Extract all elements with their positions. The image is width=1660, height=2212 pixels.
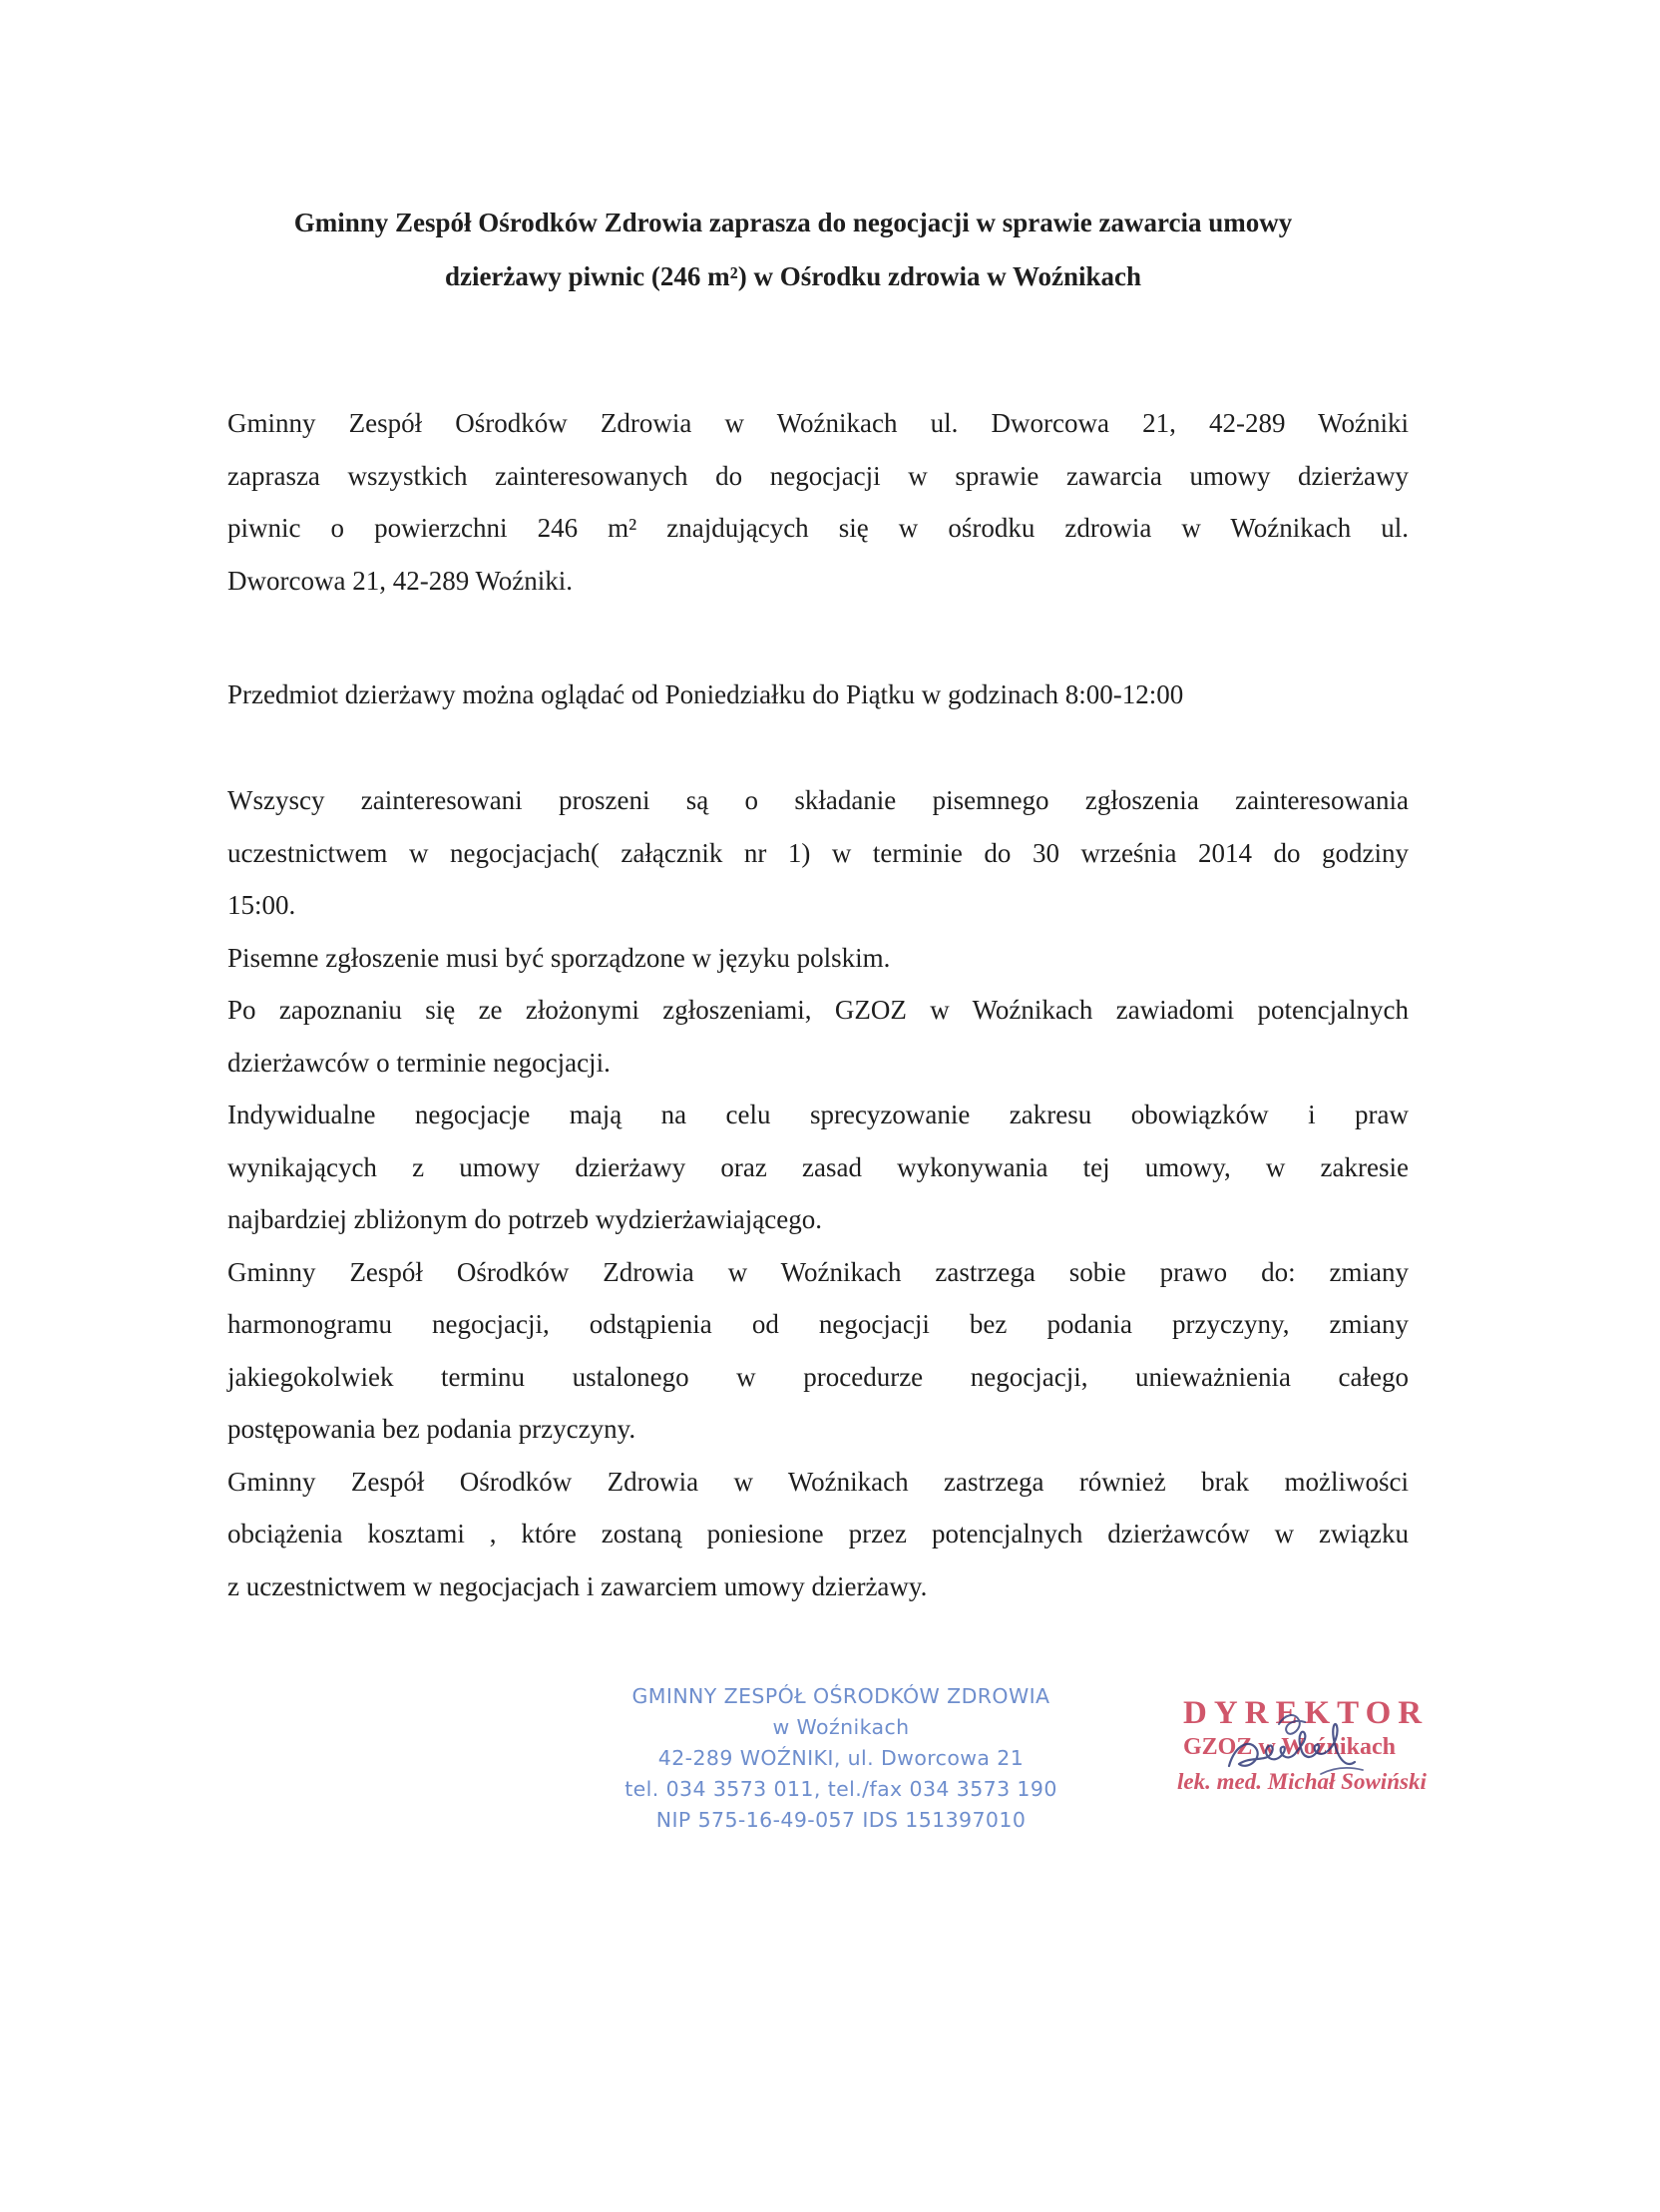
- paragraph-line: piwnic o powierzchni 246 m² znajdujących się w ośrodku zdrowia w Woźnikach ul.: [227, 513, 1409, 543]
- title-line-2: dzierżawy piwnic (246 m²) w Ośrodku zdrowia w Woźnikach: [444, 261, 1142, 291]
- paragraph-line: najbardziej zbliżonym do potrzeb wydzierżawiającego.: [227, 1204, 822, 1234]
- paragraph-line: Gminny Zespół Ośrodków Zdrowia w Woźnikach zastrzega również brak możliwości: [227, 1466, 1409, 1497]
- paragraph-line: harmonogramu negocjacji, odstąpienia od negocjacji bez podania przyczyny, zmiany: [227, 1309, 1409, 1339]
- paragraph-line: z uczestnictwem w negocjacjach i zawarciem umowy dzierżawy.: [227, 1570, 928, 1601]
- director-stamp-title: DYREKTOR: [1183, 1695, 1430, 1731]
- stamp-line-address: 42-289 WOŹNIKI, ul. Dworcowa 21: [657, 1746, 1025, 1770]
- title-line-1: Gminny Zespół Ośrodków Zdrowia zaprasza do negocjacji w sprawie zawarcia umowy: [293, 208, 1293, 237]
- director-stamp-unit: GZOZ w Woźnikach: [1183, 1734, 1396, 1760]
- director-stamp-person: lek. med. Michał Sowiński: [1177, 1769, 1427, 1794]
- paragraph-line: uczestnictwem w negocjacjach( załącznik nr 1) w terminie do 30 września 2014 do godziny: [227, 837, 1409, 868]
- document-title: [200, 196, 1387, 303]
- paragraph-line: Przedmiot dzierżawy można oglądać od Poniedziałku do Piątku w godzinach 8:00-12:00: [227, 679, 1184, 709]
- paragraph-line: zaprasza wszystkich zainteresowanych do negocjacji w sprawie zawarcia umowy dzierżawy: [227, 460, 1409, 491]
- paragraph-invitation: [227, 397, 1409, 607]
- paragraph-line: wynikających z umowy dzierżawy oraz zasad wykonywania tej umowy, w zakresie: [227, 1151, 1409, 1182]
- paragraph-conditions: [227, 774, 1409, 1612]
- paragraph-line: Dworcowa 21, 42-289 Woźniki.: [227, 565, 574, 596]
- paragraph-viewing-hours: [227, 668, 1409, 721]
- stamp-line-ids: NIP 575-16-49-057 IDS 151397010: [655, 1808, 1027, 1832]
- paragraph-line: Po zapoznaniu się ze złożonymi zgłoszeniami, GZOZ w Woźnikach zawiadomi potencjalnych: [227, 995, 1409, 1025]
- stamp-line-town: w Woźnikach: [772, 1715, 910, 1739]
- paragraph-line: 15:00.: [227, 890, 296, 920]
- paragraph-line: Pisemne zgłoszenie musi być sporządzone w języku polskim.: [227, 942, 891, 973]
- paragraph-line: dzierżawców o terminie negocjacji.: [227, 1047, 611, 1078]
- institution-stamp: [607, 1681, 1075, 1836]
- paragraph-line: Gminny Zespół Ośrodków Zdrowia w Woźnikach ul. Dworcowa 21, 42-289 Woźniki: [227, 408, 1409, 438]
- paragraph-line: Gminny Zespół Ośrodków Zdrowia w Woźnikach zastrzega sobie prawo do: zmiany: [227, 1256, 1409, 1287]
- stamp-line-phone: tel. 034 3573 011, tel./fax 034 3573 190: [624, 1777, 1057, 1801]
- paragraph-line: jakiegokolwiek terminu ustalonego w procedurze negocjacji, unieważnienia całego: [227, 1361, 1409, 1392]
- paragraph-line: obciążenia kosztami , które zostaną poniesione przez potencjalnych dzierżawców w związku: [227, 1519, 1409, 1548]
- handwritten-signature: [1221, 1704, 1371, 1796]
- stamp-line-name: GMINNY ZESPÓŁ OŚRODKÓW ZDROWIA: [631, 1684, 1050, 1708]
- paragraph-line: Indywidualne negocjacje mają na celu sprecyzowanie zakresu obowiązków i praw: [227, 1100, 1409, 1129]
- paragraph-line: postępowania bez podania przyczyny.: [227, 1414, 636, 1444]
- paragraph-line: Wszyscy zainteresowani proszeni są o składanie pisemnego zgłoszenia zainteresowania: [227, 785, 1409, 815]
